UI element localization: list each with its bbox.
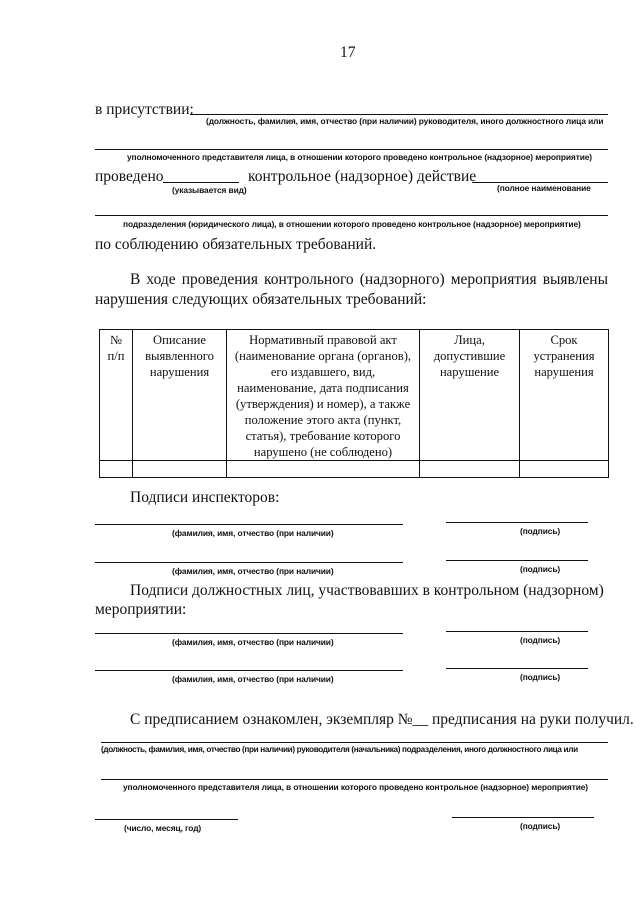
header-line: выявленного — [145, 349, 214, 363]
presence-fill-line-2 — [95, 149, 608, 150]
presence-label: в присутствии: — [95, 101, 194, 118]
table-cell[interactable] — [227, 461, 420, 478]
action-fullname-caption: (полное наименование — [497, 183, 591, 193]
header-line: № — [109, 333, 123, 347]
header-line: положение этого акта (пункт, — [244, 413, 402, 427]
violations-table — [99, 329, 609, 478]
header-legal-act — [227, 330, 420, 461]
action-prefix: проведено — [95, 168, 164, 185]
header-line: Срок — [550, 333, 578, 347]
presence-caption-1: (должность, фамилия, имя, отчество (при наличии) руководителя, иного должностного лица или — [206, 116, 604, 126]
intro-line-1: В ходе проведения контрольного (надзорного) мероприятия выявлены — [130, 271, 608, 288]
table-cell[interactable] — [520, 461, 609, 478]
header-line: нарушения — [534, 365, 594, 379]
date-caption: (число, месяц, год) — [124, 823, 202, 833]
acknowledgement-line-1[interactable] — [101, 742, 608, 743]
official-name-caption-1: (фамилия, имя, отчество (при наличии) — [172, 637, 334, 647]
acknowledgement-text: С предписанием ознакомлен, экземпляр №__ предписания на руки получил. — [130, 711, 634, 728]
header-line: Нормативный правовой акт — [249, 333, 397, 347]
action-unit-line — [95, 215, 608, 216]
acknowledgement-line-2[interactable] — [101, 779, 608, 780]
inspector-sign-line-1[interactable] — [446, 522, 588, 523]
table-cell[interactable] — [100, 461, 133, 478]
header-line: Описание — [153, 333, 206, 347]
page-number: 17 — [340, 44, 356, 61]
header-line: нарушение — [439, 365, 500, 379]
official-sign-line-1[interactable] — [446, 631, 588, 632]
official-name-caption-2: (фамилия, имя, отчество (при наличии) — [172, 674, 334, 684]
header-line: нарушено (не соблюдено) — [253, 445, 393, 459]
header-line: статья), требование которого — [245, 429, 401, 443]
intro-line-2: нарушения следующих обязательных требований: — [95, 291, 427, 308]
header-persons — [420, 330, 520, 461]
official-sign-caption-2: (подпись) — [520, 672, 561, 682]
official-sign-line-2[interactable] — [446, 668, 588, 669]
inspector-name-line-2[interactable] — [95, 562, 403, 563]
date-line[interactable] — [95, 819, 238, 820]
officials-title-line-2: мероприятии: — [95, 601, 187, 618]
table-header-row — [100, 330, 609, 461]
official-name-line-1[interactable] — [95, 633, 403, 634]
table-cell[interactable] — [133, 461, 227, 478]
officials-title-line-1: Подписи должностных лиц, участвовавших в контрольном (надзорном) — [130, 582, 604, 599]
acknowledgement-caption-2: уполномоченного представителя лица, в отношении которого проведено контрольное (надзорное) мероприятие) — [123, 782, 588, 792]
action-unit-caption: подразделения (юридического лица), в отношении которого проведено контрольное (надзорное) мероприятие) — [123, 219, 581, 229]
header-line: (наименование органа (органов), — [234, 349, 412, 363]
presence-caption-2: уполномоченного представителя лица, в отношении которого проведено контрольное (надзорное) мероприятие) — [127, 152, 592, 162]
action-kind-caption: (указывается вид) — [172, 185, 247, 195]
presence-fill-line — [190, 114, 608, 115]
inspector-name-caption-2: (фамилия, имя, отчество (при наличии) — [172, 566, 334, 576]
table-row — [100, 461, 609, 478]
header-line: допустившие — [433, 349, 506, 363]
inspector-sign-caption-1: (подпись) — [520, 526, 561, 536]
final-sign-line[interactable] — [452, 817, 594, 818]
action-kind-line — [163, 182, 239, 183]
header-description — [133, 330, 227, 461]
inspector-sign-line-2[interactable] — [446, 560, 588, 561]
header-line: наименование, дата подписания — [237, 381, 409, 395]
final-sign-caption: (подпись) — [520, 821, 561, 831]
header-line: его издавшего, вид, — [270, 365, 376, 379]
header-number — [100, 330, 133, 461]
inspector-sign-caption-2: (подпись) — [520, 564, 561, 574]
header-deadline — [520, 330, 609, 461]
official-name-line-2[interactable] — [95, 670, 403, 671]
inspectors-title: Подписи инспекторов: — [130, 489, 280, 506]
inspector-name-caption-1: (фамилия, имя, отчество (при наличии) — [172, 528, 334, 538]
compliance-text: по соблюдению обязательных требований. — [95, 236, 377, 253]
header-line: устранения — [533, 349, 595, 363]
action-middle: контрольное (надзорное) действие — [248, 168, 477, 185]
header-line: нарушения — [149, 365, 210, 379]
acknowledgement-caption-1: (должность, фамилия, имя, отчество (при наличии) руководителя (начальника) подразделения, иного должностного лица или — [101, 745, 578, 754]
inspector-name-line-1[interactable] — [95, 524, 403, 525]
header-line: (утверждения) и номер), а также — [235, 397, 411, 411]
table-cell[interactable] — [420, 461, 520, 478]
official-sign-caption-1: (подпись) — [520, 635, 561, 645]
header-line: п/п — [107, 349, 125, 363]
header-line: Лица, — [454, 333, 485, 347]
